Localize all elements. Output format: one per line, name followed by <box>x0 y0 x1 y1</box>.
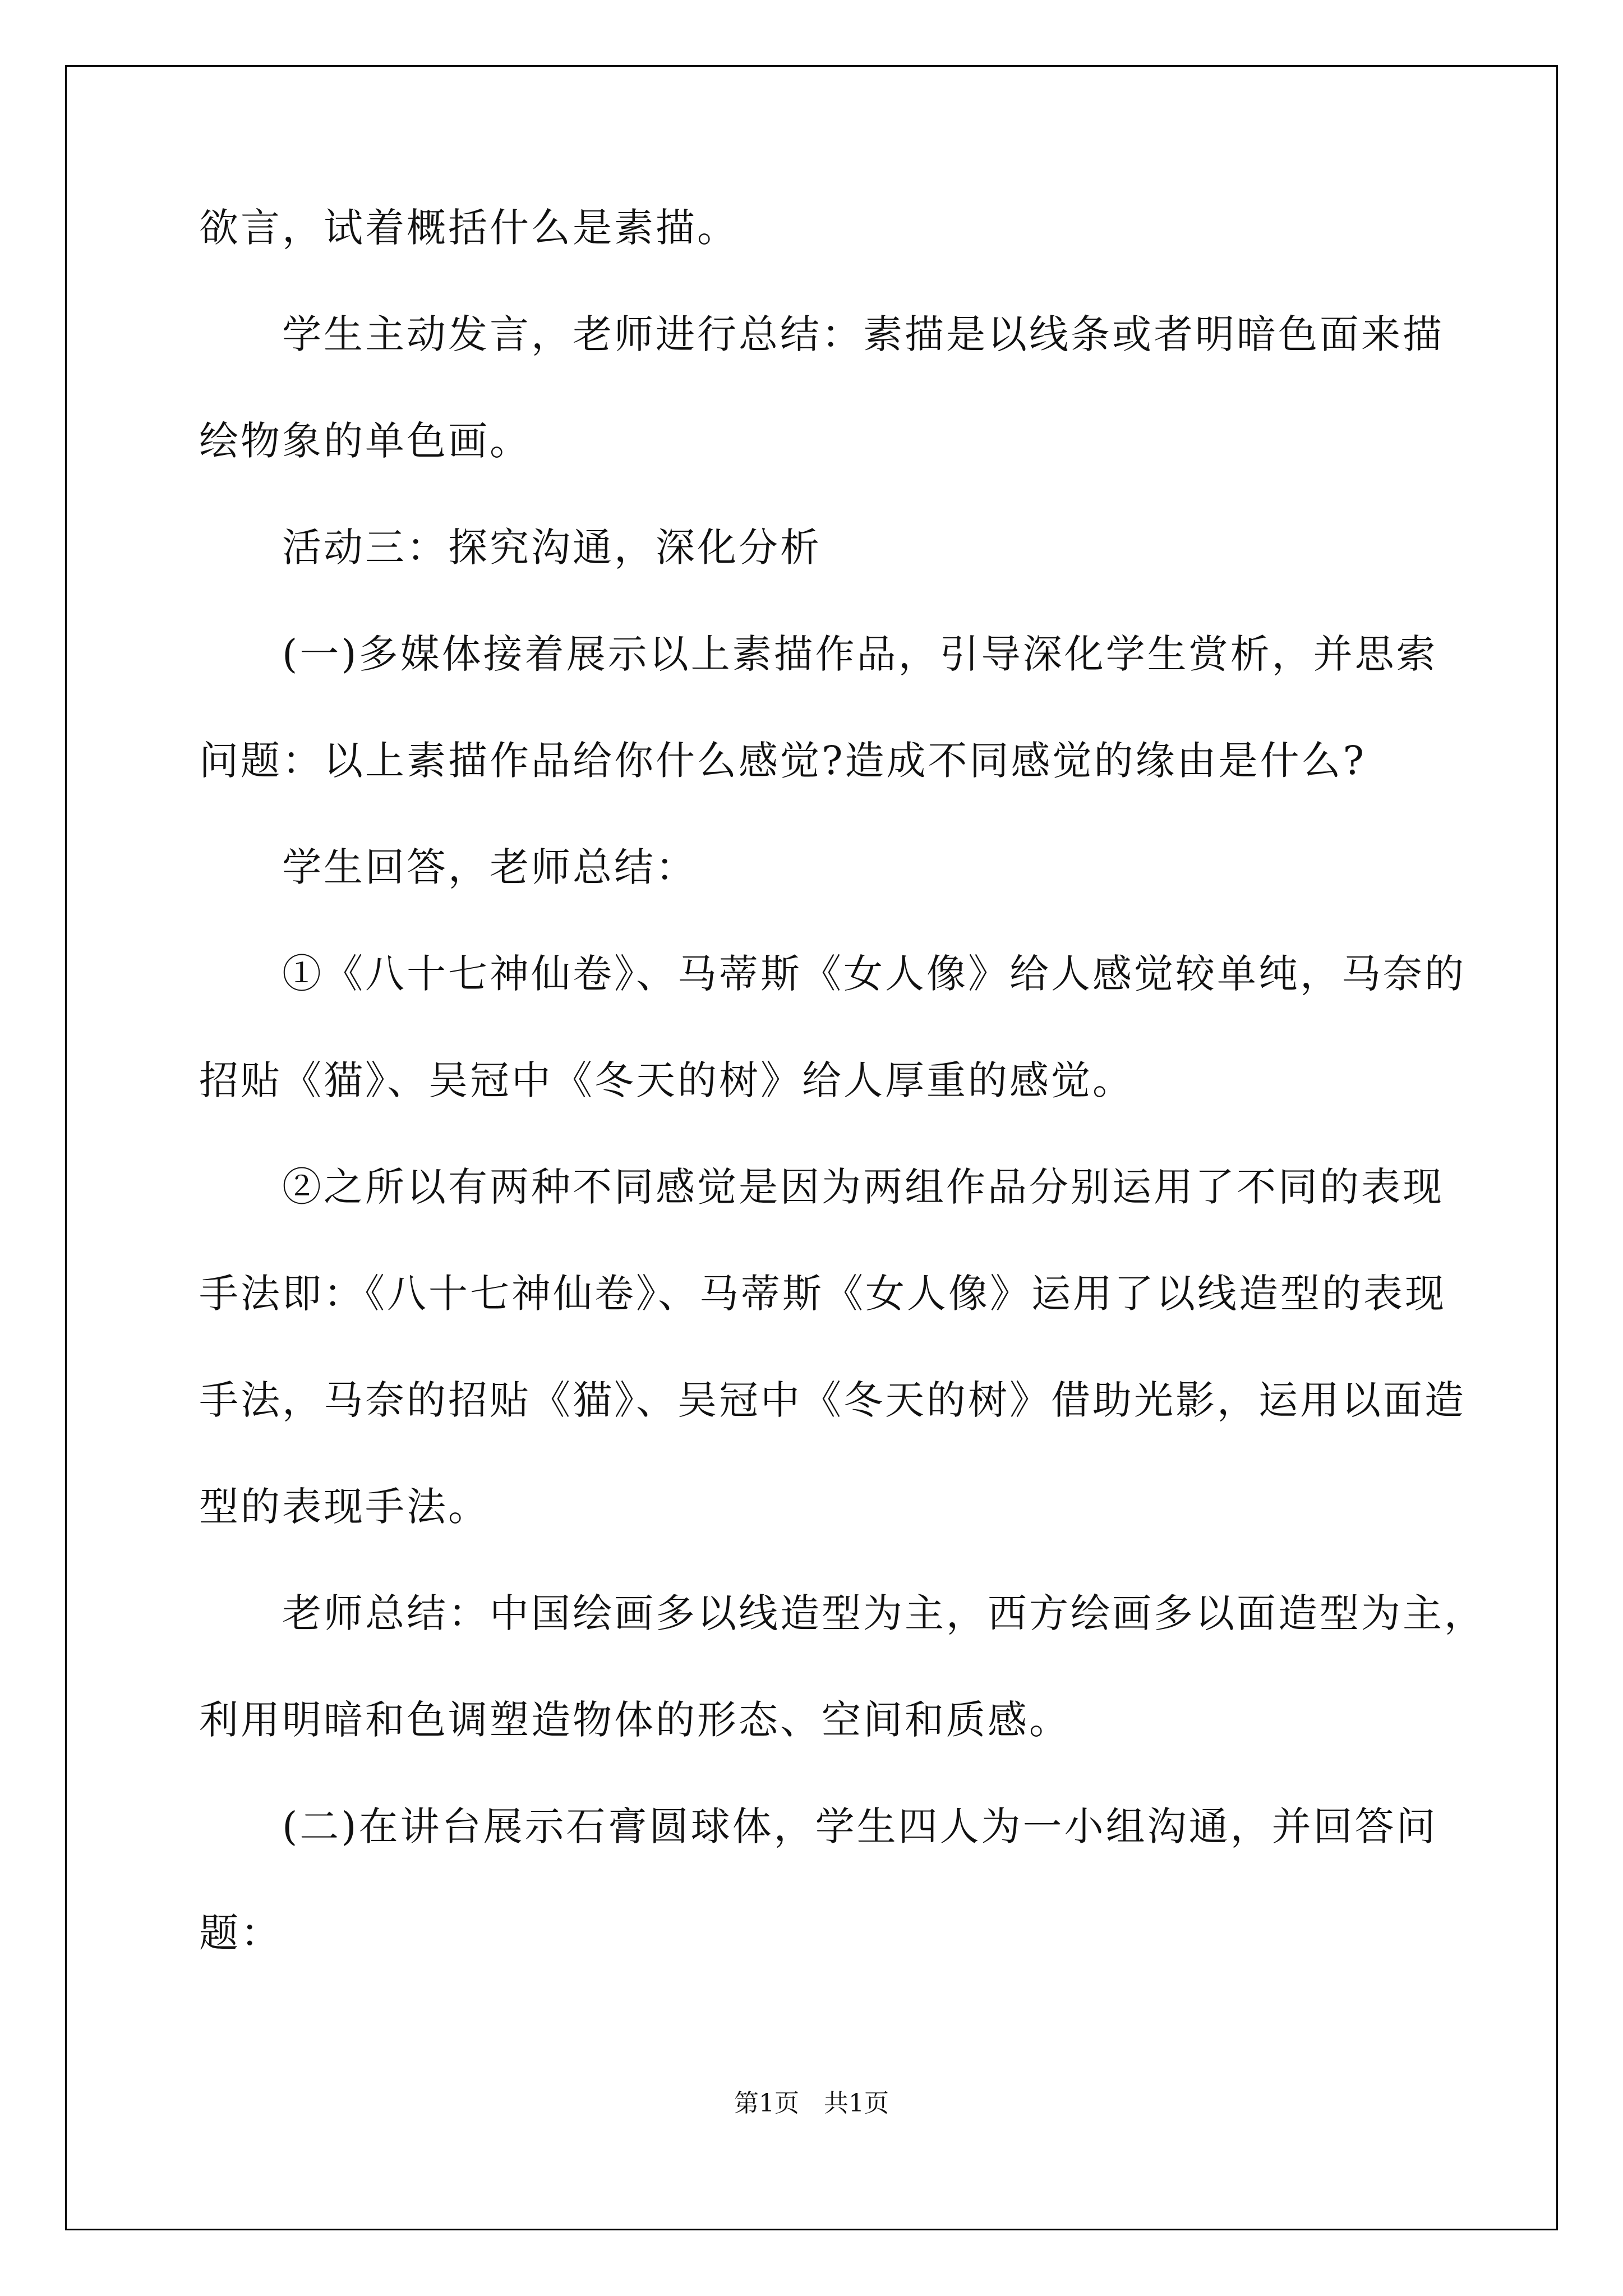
text-line: 学生回答，老师总结： <box>282 844 697 890</box>
text-line: 学生主动发言，老师进行总结：素描是以线条或者明暗色面来描 <box>282 311 1444 357</box>
text-line: 利用明暗和色调塑造物体的形态、空间和质感。 <box>199 1697 1071 1743</box>
text-line: 招贴《猫》、吴冠中《冬天的树》给人厚重的感觉。 <box>199 1057 1134 1103</box>
text-line: 绘物象的单色画。 <box>199 418 531 464</box>
page-border <box>65 65 1558 2230</box>
text-line: 老师总结：中国绘画多以线造型为主，西方绘画多以面造型为主， <box>282 1590 1486 1636</box>
text-line: (一)多媒体接着展示以上素描作品，引导深化学生赏析，并思索 <box>282 631 1438 677</box>
text-line: 手法，马奈的招贴《猫》、吴冠中《冬天的树》借助光影，运用以面造 <box>199 1377 1466 1423</box>
text-line: 欲言，试着概括什么是素描。 <box>199 205 739 251</box>
text-line: 型的表现手法。 <box>199 1484 490 1530</box>
text-line: 题： <box>199 1910 282 1956</box>
text-line: ①《八十七神仙卷》、马蒂斯《女人像》给人感觉较单纯，马奈的 <box>282 951 1466 997</box>
text-line: ②之所以有两种不同感觉是因为两组作品分别运用了不同的表现 <box>282 1164 1444 1210</box>
text-line: (二)在讲台展示石膏圆球体，学生四人为一小组沟通，并回答问 <box>282 1803 1438 1849</box>
page-footer: 第1页 共1页 <box>734 2089 889 2118</box>
text-line: 手法即：《八十七神仙卷》、马蒂斯《女人像》运用了以线造型的表现 <box>199 1271 1446 1317</box>
text-line: 问题：以上素描作品给你什么感觉?造成不同感觉的缘由是什么? <box>199 738 1367 784</box>
section-heading: 活动三：探究沟通，深化分析 <box>282 524 822 570</box>
